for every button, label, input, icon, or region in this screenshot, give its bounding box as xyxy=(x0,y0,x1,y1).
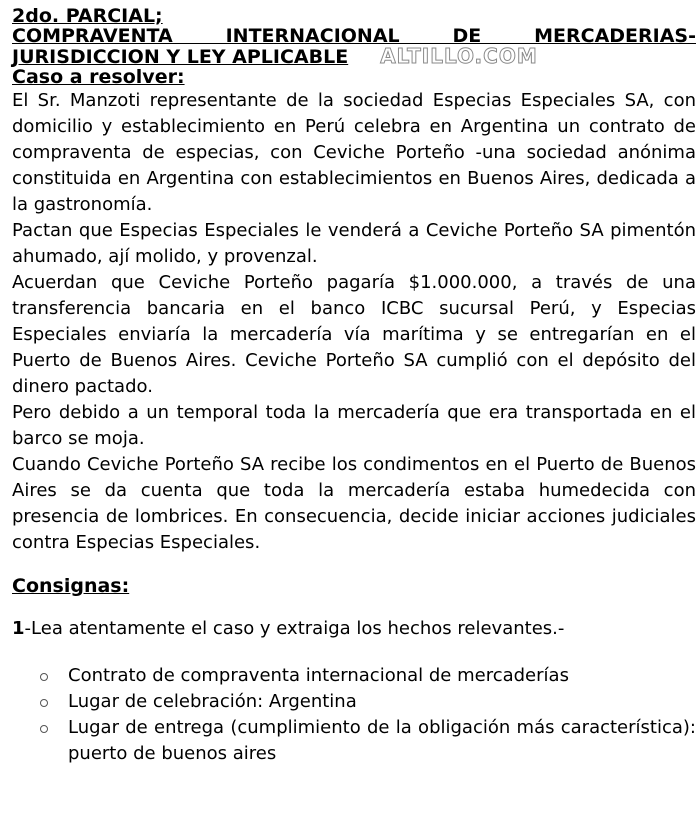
circle-bullet-icon xyxy=(40,699,48,707)
spacer xyxy=(12,597,696,617)
subject-title-continuation: JURISDICCION Y LEY APLICABLE xyxy=(12,46,349,68)
subject-title-line-2 xyxy=(12,46,696,67)
list-item xyxy=(40,715,696,767)
list-item xyxy=(40,663,696,689)
exam-title: 2do. PARCIAL; xyxy=(12,5,163,27)
list-item xyxy=(40,689,696,715)
list-item-text: Lugar de entrega (cumplimiento de la obligación más característica): puerto de buenos aires xyxy=(68,717,696,764)
consignas-title: Consignas: xyxy=(12,575,130,597)
list-item-text: Contrato de compraventa internacional de mercaderías xyxy=(68,665,569,686)
watermark-logo: ALTILLO.COM xyxy=(380,44,538,68)
case-paragraph-1: El Sr. Manzoti representante de la sociedad Especias Especiales SA, con domicilio y establecimiento en Perú celebra en Argentina un contrato de compraventa de especias, con Ceviche Porteño -una sociedad anónima constituida en Argentina con establecimientos en Buenos Aires, dedicada a la gastronomía. xyxy=(12,90,696,215)
subject-title: COMPRAVENTA INTERNACIONAL DE MERCADERIAS- xyxy=(12,25,696,47)
case-paragraph-3: Acuerdan que Ceviche Porteño pagaría $1.000.000, a través de una transferencia bancaria en el banco ICBC sucursal Perú, y Especias Especiales enviaría la mercadería vía marítima y se entregarían en el Puerto de Buenos Aires. Ceviche Porteño SA cumplió con el depósito del dinero pactado. xyxy=(12,272,696,397)
case-paragraph-2: Pactan que Especias Especiales le venderá a Ceviche Porteño SA pimentón ahumado, ají molido, y provenzal. xyxy=(12,220,696,267)
case-title: Caso a resolver: xyxy=(12,66,185,88)
case-paragraph-4: Pero debido a un temporal toda la mercadería que era transportada en el barco se moja. xyxy=(12,402,696,449)
list-item-text: Lugar de celebración: Argentina xyxy=(68,691,357,712)
circle-bullet-icon xyxy=(40,725,48,733)
facts-list xyxy=(12,663,696,767)
consigna-number: 1 xyxy=(12,618,25,639)
consigna-text: -Lea atentamente el caso y extraiga los hechos relevantes.- xyxy=(24,618,565,639)
consigna-item-1 xyxy=(12,617,696,641)
case-paragraph-5: Cuando Ceviche Porteño SA recibe los condimentos en el Puerto de Buenos Aires se da cuenta que toda la mercadería estaba humedecida con presencia de lombrices. En consecuencia, decide iniciar acciones judiciales contra Especias Especiales. xyxy=(12,454,696,553)
spacer xyxy=(12,556,696,576)
circle-bullet-icon xyxy=(40,673,48,681)
